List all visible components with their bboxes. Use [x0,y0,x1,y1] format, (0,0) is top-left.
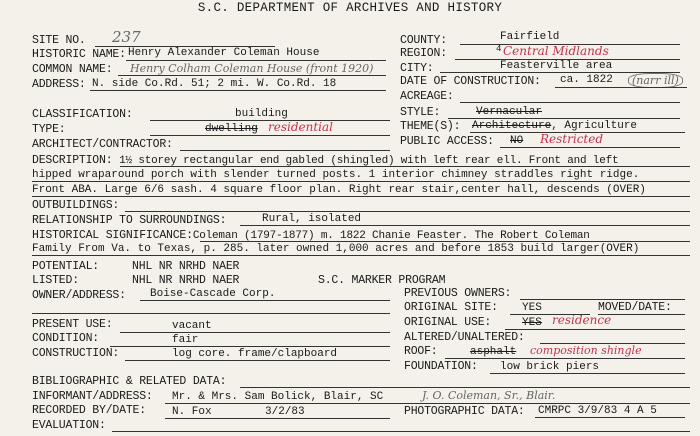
historic-name-value: Henry Alexander Coleman House [128,47,320,59]
condition-label: CONDITION: [32,332,100,345]
evaluation-label: EVALUATION: [32,419,106,432]
themes-label: THEME(S): [400,120,461,133]
moved-label: MOVED/DATE: [598,301,672,314]
construction-label: CONSTRUCTION: [32,347,120,360]
relationship-line [240,225,690,226]
city-value: Feasterville area [500,60,613,72]
description-label: DESCRIPTION: [32,154,113,167]
roof-label: ROOF: [404,345,438,358]
informant-label: INFORMANT/ADDRESS: [32,390,153,403]
relationship-label: RELATIONSHIP TO SURROUNDINGS: [32,214,227,227]
previous-owners-label: PREVIOUS OWNERS: [404,287,512,300]
photographic-line [535,417,685,418]
roof-line [445,358,685,359]
architect-line [180,150,390,151]
recorded-date: 3/2/83 [265,406,305,418]
style-line [448,118,680,119]
historic-name-line [126,60,386,61]
description-line2-rule [32,181,690,182]
informant-handwritten: J. O. Coleman, Sr., Blair. [422,389,556,402]
site-no-label: SITE NO. [32,34,86,47]
owner-extra-line [32,313,390,314]
type-line [150,135,390,136]
site-no-value: 237 [112,28,141,46]
significance-line1-rule [200,241,690,242]
themes-struck: Architecture [472,120,552,132]
photographic-value: CMRPC 3/9/83 4 A 5 [538,405,657,417]
outbuildings-label: OUTBUILDINGS: [32,199,120,212]
outbuildings-line [125,211,690,212]
acreage-label: ACREAGE: [400,90,454,103]
owner-value: Boise-Cascade Corp. [150,288,276,300]
recorded-by: N. Fox [172,406,212,418]
common-name-handwritten: Henry Colham Coleman House (front 1920) [130,62,374,75]
style-label: STYLE: [400,106,441,119]
owner-line [140,300,390,301]
original-use-handwritten: residence [552,313,612,327]
description-line2: hipped wraparound porch with slender turned posts. 1 interior chimney straddles right ridge. [32,169,640,181]
informant-line [165,403,690,404]
relationship-value: Rural, isolated [262,213,362,225]
foundation-value: low brick piers [500,361,600,373]
classification-value: building [235,108,288,120]
recorded-label: RECORDED BY/DATE: [32,404,146,417]
present-use-label: PRESENT USE: [32,318,113,331]
roof-handwritten: composition shingle [530,344,642,357]
original-site-label: ORIGINAL SITE: [404,301,498,314]
architect-label: ARCHITECT/CONTRACTOR: [32,138,173,151]
type-struck: dwelling [205,123,258,135]
owner-label: OWNER/ADDRESS: [32,289,126,302]
classification-label: CLASSIFICATION: [32,108,133,121]
address-line [90,90,386,91]
region-label: REGION: [400,47,447,60]
region-number: 4 [496,44,502,54]
type-label: TYPE: [32,123,66,136]
condition-value: fair [172,334,199,346]
description-line3-rule [32,196,690,197]
common-name-label: COMMON NAME: [32,63,113,76]
date-construction-line [555,87,687,88]
roof-struck: asphalt [470,346,517,358]
description-line1-rule [120,166,690,167]
recorded-line [165,418,390,419]
previous-owners-line [520,299,685,300]
themes-value: , Agriculture [551,120,638,132]
description-line1: 1½ storey rectangular end gabled (shingled) with left rear ell. Front and left [119,155,619,167]
condition-line [110,346,390,347]
significance-line2: Family From Va. to Texas, p. 285. later owned 1,000 acres and before 1853 build larger(OVER) [32,243,640,255]
potential-label: POTENTIAL: [32,260,100,273]
listed-label: LISTED: [32,274,79,287]
bibliographic-label: BIBLIOGRAPHIC & RELATED DATA: [32,375,227,388]
present-use-value: vacant [172,320,212,332]
date-construction-value: ca. 1822 [560,74,613,86]
county-label: COUNTY: [400,34,447,47]
date-construction-label: DATE OF CONSTRUCTION: [400,75,541,88]
style-struck: Vernacular [476,106,543,118]
significance-line2-rule [32,255,690,256]
construction-value: log core. frame/clapboard [172,348,338,360]
present-use-line [120,332,390,333]
common-name-line [118,75,386,76]
potential-options: NHL NR NRHD NAER [132,260,240,273]
form-header: S.C. DEPARTMENT OF ARCHIVES AND HISTORY [197,1,503,15]
public-access-handwritten: Restricted [540,132,604,146]
evaluation-line [112,431,690,432]
address-value: N. side Co.Rd. 51; 2 mi. W. Co.Rd. 18 [92,78,337,90]
foundation-label: FOUNDATION: [404,360,478,373]
region-handwritten: Central Midlands [503,44,609,58]
public-access-line [500,147,680,148]
significance-line1: Coleman (1797-1877) m. 1822 Chanie Feaster. The Robert Coleman [192,230,590,242]
city-label: CITY: [400,62,434,75]
photographic-label: PHOTOGRAPHIC DATA: [404,405,525,418]
original-site-value: YES [522,302,542,314]
original-use-label: ORIGINAL USE: [404,316,492,329]
type-handwritten: residential [268,120,333,134]
original-use-line [505,329,685,330]
date-construction-handwritten: (narr ill) [628,73,683,88]
bibliographic-line [240,387,690,388]
significance-label: HISTORICAL SIGNIFICANCE: [32,229,193,242]
construction-line [125,360,390,361]
listed-options: NHL NR NRHD NAER [132,274,240,287]
description-line3: Front ABA. Large 6/6 sash. 4 square floor plan. Right rear stair,center hall, descends (OVER) [32,184,646,196]
address-label: ADDRESS: [32,78,86,91]
county-value: Fairfield [500,31,560,43]
foundation-line [490,373,685,374]
altered-label: ALTERED/UNALTERED: [404,331,525,344]
public-access-label: PUBLIC ACCESS: [400,135,494,148]
acreage-line [460,102,680,103]
informant-value: Mr. & Mrs. Sam Bolick, Blair, SC [172,391,384,403]
historic-name-label: HISTORIC NAME: [32,48,126,61]
marker-program: S.C. MARKER PROGRAM [318,274,446,287]
original-use-struck: YES [522,317,542,329]
public-access-struck: NO [510,135,524,147]
